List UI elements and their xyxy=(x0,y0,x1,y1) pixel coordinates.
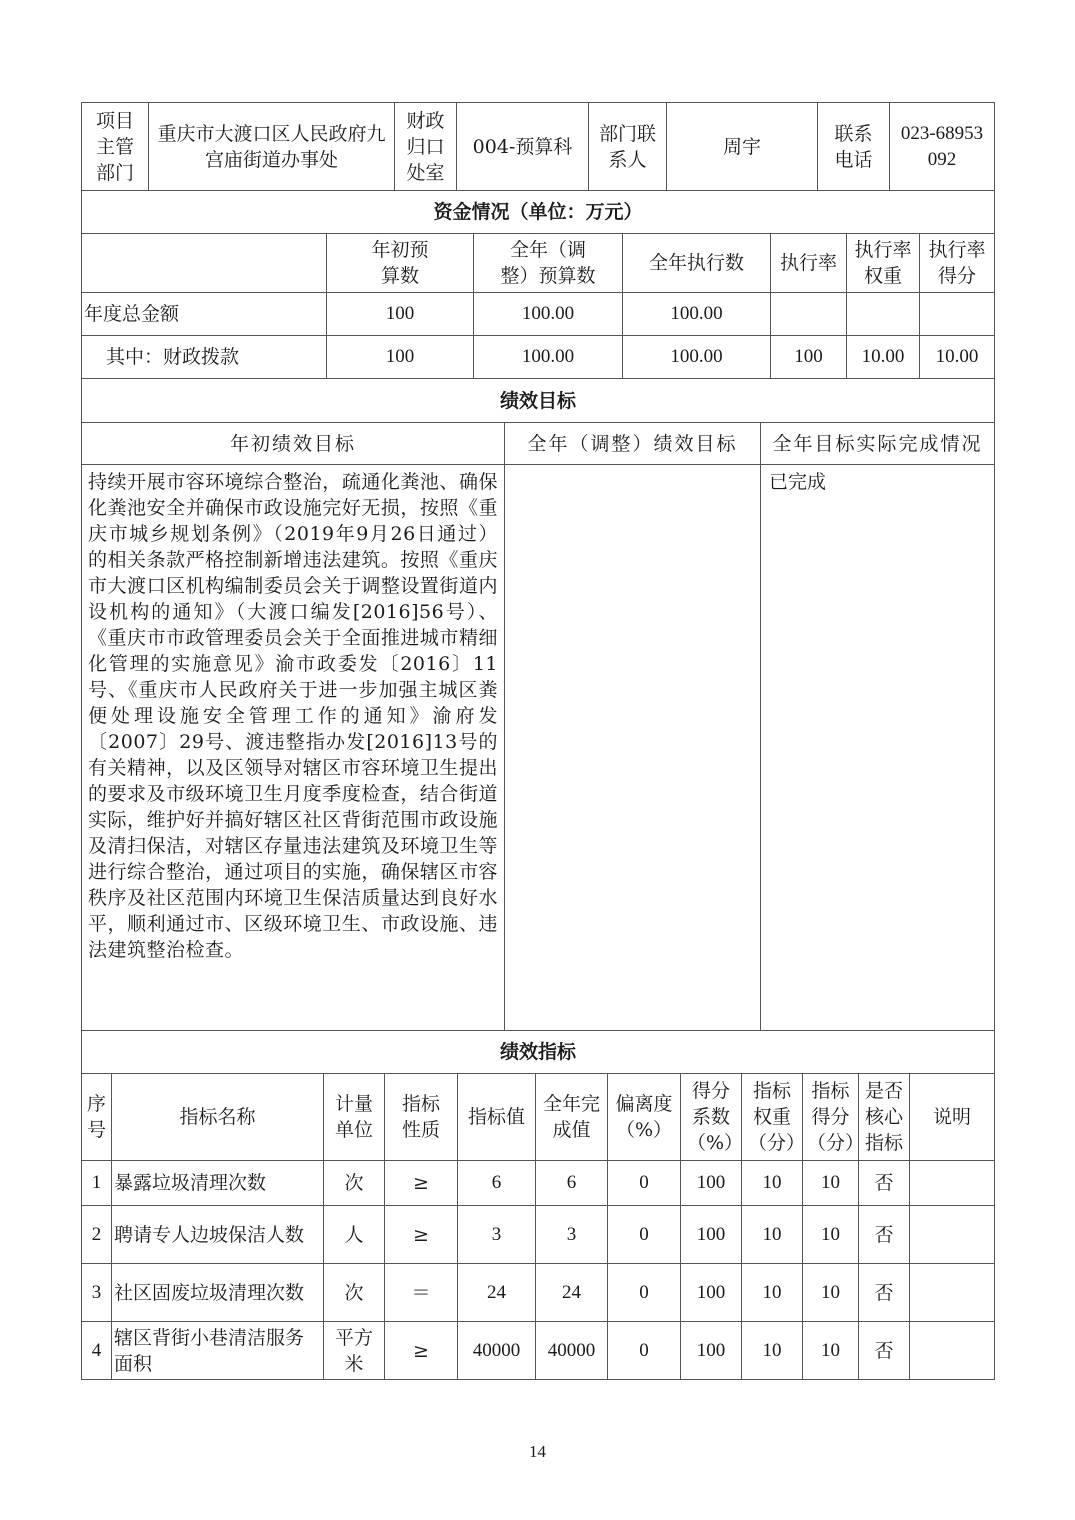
goals-col-adjusted: 全年（调整）绩效目标 xyxy=(505,423,761,465)
goals-col-initial: 年初绩效目标 xyxy=(82,423,505,465)
funds-weight xyxy=(847,293,920,336)
ind-nature: ≥ xyxy=(385,1322,458,1380)
ind-no: 2 xyxy=(82,1206,112,1264)
ind-col-nature: 指标性质 xyxy=(385,1074,458,1161)
ind-score: 10 xyxy=(803,1322,859,1380)
ind-weight: 10 xyxy=(742,1161,803,1206)
funds-col-initial: 年初预算数 xyxy=(327,234,474,293)
indicator-row xyxy=(82,1322,995,1380)
contact-value: 周宇 xyxy=(667,103,818,191)
dept-label: 项目主管部门 xyxy=(82,103,149,191)
ind-no: 3 xyxy=(82,1264,112,1322)
dept-value: 重庆市大渡口区人民政府九宫庙街道办事处 xyxy=(149,103,395,191)
finance-label: 财政归口处室 xyxy=(395,103,457,191)
ind-name: 辖区背街小巷清洁服务面积 xyxy=(112,1322,324,1380)
ind-col-deviation: 偏离度（%） xyxy=(608,1074,681,1161)
ind-deviation: 0 xyxy=(608,1264,681,1322)
goals-section-title: 绩效目标 xyxy=(82,379,995,423)
ind-nature: ≥ xyxy=(385,1161,458,1206)
funds-col-executed: 全年执行数 xyxy=(623,234,771,293)
funds-col-rate: 执行率 xyxy=(771,234,847,293)
ind-deviation: 0 xyxy=(608,1206,681,1264)
ind-coef: 100 xyxy=(681,1264,742,1322)
ind-col-note: 说明 xyxy=(910,1074,995,1161)
ind-weight: 10 xyxy=(742,1322,803,1380)
ind-col-target: 指标值 xyxy=(458,1074,536,1161)
funds-adjusted: 100.00 xyxy=(474,293,623,336)
ind-target: 40000 xyxy=(458,1322,536,1380)
indicator-row xyxy=(82,1161,995,1206)
funds-section-title: 资金情况（单位：万元） xyxy=(82,191,995,234)
ind-no: 1 xyxy=(82,1161,112,1206)
ind-weight: 10 xyxy=(742,1264,803,1322)
ind-target: 6 xyxy=(458,1161,536,1206)
ind-name: 暴露垃圾清理次数 xyxy=(112,1161,324,1206)
ind-name: 社区固废垃圾清理次数 xyxy=(112,1264,324,1322)
ind-unit: 次 xyxy=(324,1161,385,1206)
funds-col-weight: 执行率权重 xyxy=(847,234,920,293)
ind-score: 10 xyxy=(803,1264,859,1322)
initial-goal-text: 持续开展市容环境综合整治，疏通化粪池、确保化粪池安全并确保市政设施完好无损，按照《重庆市城乡规划条例》（2019年9月26日通过）的相关条款严格控制新增违法建筑。按照《重庆市大渡口区机构编制委员会关于调整设置街道内设机构的通知》（大渡口编发[2016]56号）、《重庆市市政管理委员会关于全面推进城市精细化管理的实施意见》渝市政委发〔2016〕11号、《重庆市人民政府关于进一步加强主城区粪便处理设施安全管理工作的通知》渝府发〔2007〕29号、渡违整指办发[2016]13号的有关精神，以及区领导对辖区市容环境卫生提出的要求及市级环境卫生月度季度检查，结合街道实际，维护好并搞好辖区社区背街范围市政设施及清扫保洁，对辖区存量违法建筑及环境卫生等进行综合整治，通过项目的实施，确保辖区市容秩序及社区范围内环境卫生保洁质量达到良好水平，顺利通过市、区级环境卫生、市政设施、违法建筑整治检查。 xyxy=(82,465,505,1031)
funds-weight: 10.00 xyxy=(847,336,920,379)
ind-unit: 人 xyxy=(324,1206,385,1264)
ind-col-score: 指标得分（分） xyxy=(803,1074,859,1161)
ind-deviation: 0 xyxy=(608,1161,681,1206)
funds-table xyxy=(81,190,995,379)
adjusted-goal-text xyxy=(505,465,761,1031)
ind-col-weight: 指标权重（分） xyxy=(742,1074,803,1161)
ind-no: 4 xyxy=(82,1322,112,1380)
funds-executed: 100.00 xyxy=(623,336,771,379)
ind-core: 否 xyxy=(859,1206,910,1264)
project-header-table xyxy=(81,102,995,191)
funds-row-fiscal xyxy=(82,336,995,379)
funds-initial: 100 xyxy=(327,293,474,336)
funds-col-adjusted: 全年（调整）预算数 xyxy=(474,234,623,293)
ind-unit: 次 xyxy=(324,1264,385,1322)
ind-actual: 6 xyxy=(536,1161,608,1206)
ind-coef: 100 xyxy=(681,1206,742,1264)
funds-score: 10.00 xyxy=(920,336,995,379)
funds-row-label: 年度总金额 xyxy=(82,293,327,336)
ind-target: 24 xyxy=(458,1264,536,1322)
indicators-section-title: 绩效指标 xyxy=(82,1031,995,1074)
phone-label: 联系电话 xyxy=(818,103,890,191)
funds-col-score: 执行率得分 xyxy=(920,234,995,293)
ind-col-core: 是否核心指标 xyxy=(859,1074,910,1161)
ind-note xyxy=(910,1264,995,1322)
ind-coef: 100 xyxy=(681,1322,742,1380)
ind-actual: 24 xyxy=(536,1264,608,1322)
funds-col-blank xyxy=(82,234,327,293)
ind-score: 10 xyxy=(803,1161,859,1206)
contact-label: 部门联系人 xyxy=(589,103,667,191)
ind-note xyxy=(910,1322,995,1380)
ind-core: 否 xyxy=(859,1264,910,1322)
indicator-row xyxy=(82,1264,995,1322)
ind-note xyxy=(910,1206,995,1264)
funds-rate xyxy=(771,293,847,336)
ind-nature: ≥ xyxy=(385,1206,458,1264)
ind-col-actual: 全年完成值 xyxy=(536,1074,608,1161)
ind-col-name: 指标名称 xyxy=(112,1074,324,1161)
funds-row-total xyxy=(82,293,995,336)
phone-value: 023-68953092 xyxy=(890,103,995,191)
ind-core: 否 xyxy=(859,1161,910,1206)
ind-actual: 3 xyxy=(536,1206,608,1264)
ind-col-coef: 得分系数（%） xyxy=(681,1074,742,1161)
ind-deviation: 0 xyxy=(608,1322,681,1380)
goals-table xyxy=(81,378,995,1031)
ind-weight: 10 xyxy=(742,1206,803,1264)
funds-initial: 100 xyxy=(327,336,474,379)
actual-completion-text: 已完成 xyxy=(761,465,995,1031)
ind-nature: ＝ xyxy=(385,1264,458,1322)
ind-core: 否 xyxy=(859,1322,910,1380)
indicators-table xyxy=(81,1030,995,1380)
ind-unit: 平方米 xyxy=(324,1322,385,1380)
ind-note xyxy=(910,1161,995,1206)
goals-col-actual: 全年目标实际完成情况 xyxy=(761,423,995,465)
ind-name: 聘请专人边坡保洁人数 xyxy=(112,1206,324,1264)
funds-score xyxy=(920,293,995,336)
funds-row-label: 其中：财政拨款 xyxy=(82,336,327,379)
ind-col-unit: 计量单位 xyxy=(324,1074,385,1161)
ind-coef: 100 xyxy=(681,1161,742,1206)
funds-executed: 100.00 xyxy=(623,293,771,336)
finance-value: 004-预算科 xyxy=(457,103,589,191)
funds-rate: 100 xyxy=(771,336,847,379)
ind-actual: 40000 xyxy=(536,1322,608,1380)
ind-target: 3 xyxy=(458,1206,536,1264)
ind-score: 10 xyxy=(803,1206,859,1264)
funds-adjusted: 100.00 xyxy=(474,336,623,379)
page-number: 14 xyxy=(529,1442,546,1461)
ind-col-no: 序号 xyxy=(82,1074,112,1161)
indicator-row xyxy=(82,1206,995,1264)
